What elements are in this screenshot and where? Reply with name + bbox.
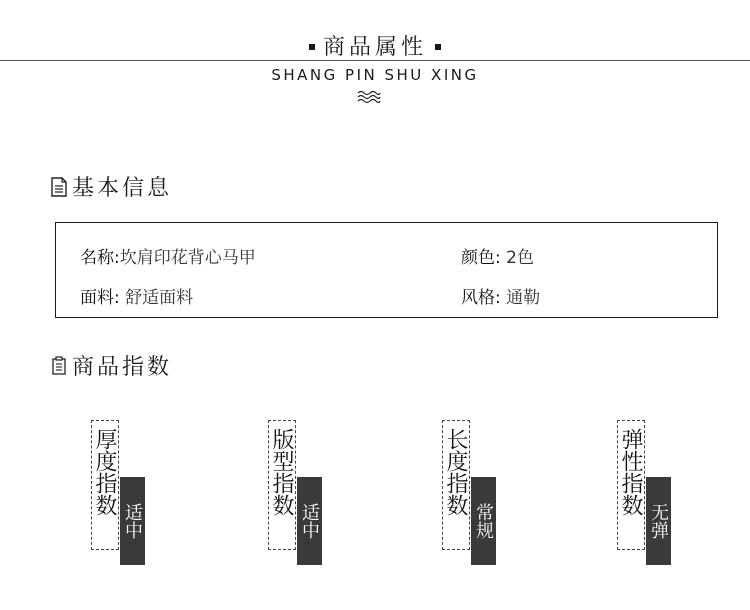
bullet-square-left (309, 44, 315, 50)
metric-thickness (91, 420, 151, 565)
metric-label: 长度指数 (443, 428, 468, 516)
document-icon (50, 177, 68, 197)
page-title-text: 商品属性 (322, 35, 427, 60)
header-divider (0, 60, 750, 61)
info-fabric (80, 283, 193, 308)
info-color (461, 243, 534, 268)
info-style-value: 通勒 (500, 288, 541, 308)
metric-label: 厚度指数 (92, 428, 117, 516)
section-basic-info (50, 171, 172, 202)
metric-fit (268, 420, 328, 565)
metric-label: 版型指数 (269, 428, 294, 516)
basic-info-box (55, 222, 718, 318)
metric-value: 无弹 (646, 477, 671, 565)
section-index-title: 商品指数 (72, 355, 173, 380)
metric-value: 常规 (471, 477, 496, 565)
section-product-index (50, 350, 172, 381)
wave-icon (357, 90, 381, 104)
info-style-label: 风格: (461, 288, 501, 308)
info-fabric-label: 面料: (80, 288, 120, 308)
page-subtitle: SHANG PIN SHU XING (271, 66, 479, 84)
metric-elasticity (617, 420, 677, 565)
info-color-value: 2色 (500, 248, 534, 268)
info-color-label: 颜色: (461, 248, 501, 268)
info-name-value: 坎肩印花背心马甲 (119, 248, 256, 268)
section-basic-title: 基本信息 (72, 176, 173, 201)
page-title (0, 30, 750, 61)
metric-label: 弹性指数 (618, 428, 643, 516)
metric-value: 适中 (297, 477, 322, 565)
info-fabric-value: 舒适面料 (119, 288, 194, 308)
info-name-label: 名称: (80, 248, 120, 268)
metric-length (442, 420, 502, 565)
info-style (461, 283, 540, 308)
info-name (80, 243, 256, 268)
metric-value: 适中 (120, 477, 145, 565)
clipboard-icon (50, 356, 68, 376)
bullet-square-right (435, 44, 441, 50)
